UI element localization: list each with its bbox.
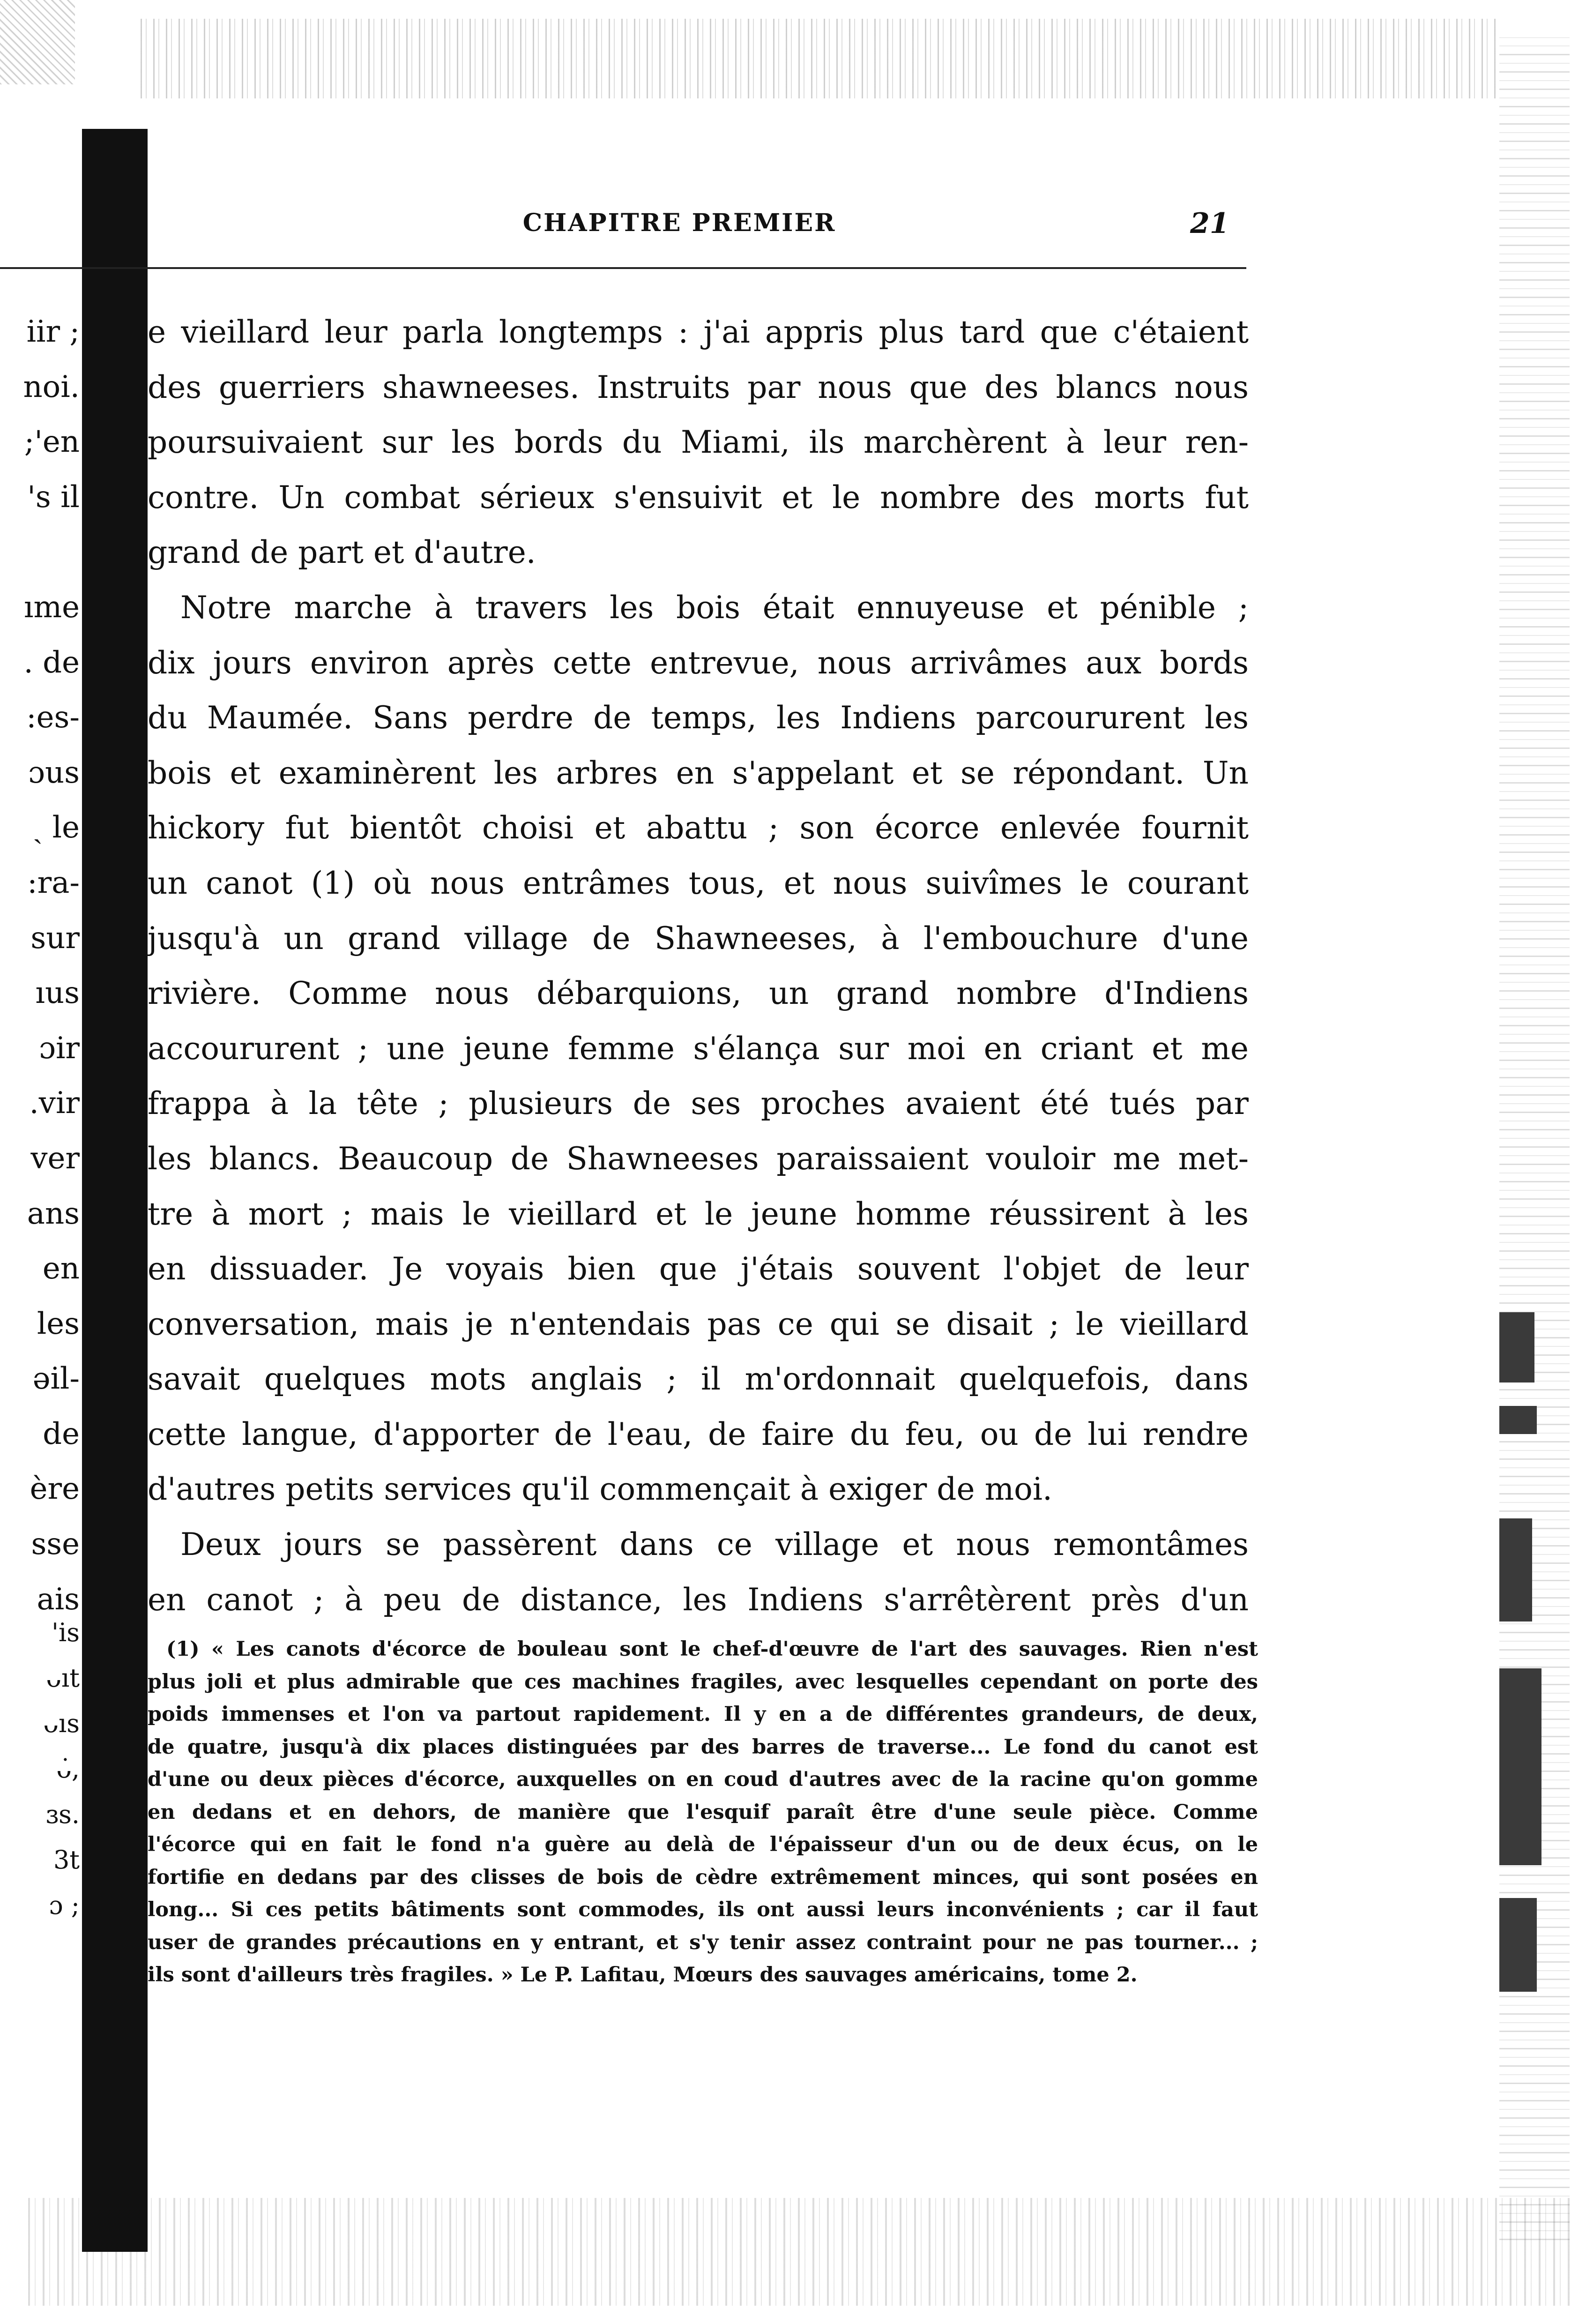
body-line: grand de part et d'autre. xyxy=(148,534,536,571)
fragment-line: ᴗıt xyxy=(46,1663,80,1693)
scan-noise-corner xyxy=(0,0,75,84)
fragment-line: . de xyxy=(23,645,80,680)
body-text xyxy=(148,305,1249,1627)
binding-shadow xyxy=(82,129,148,2252)
header-rule xyxy=(0,267,1246,269)
fragment-line: 3t xyxy=(53,1845,80,1875)
fragment-line: ɔus xyxy=(28,755,80,790)
body-line: les blancs. Beaucoup de Shawneeses paraissaient vouloir me met- xyxy=(148,1140,1249,1177)
footnote-line: l'écorce qui en fait le fond n'a guère au delà de l'épaisseur d'un ou de deux écus, on le xyxy=(148,1833,1258,1856)
fragment-line: əil- xyxy=(32,1361,80,1397)
fragment-line: :ra- xyxy=(27,865,80,900)
fragment-line: noi. xyxy=(23,369,80,404)
body-line: des guerriers shawneeses. Instruits par nous que des blancs nous xyxy=(148,369,1249,405)
fragment-line: .vir xyxy=(29,1086,80,1121)
footnote-line: plus joli et plus admirable que ces machines fragiles, avec lesquelles cependant on porte des xyxy=(148,1670,1258,1694)
left-page-fragment xyxy=(0,305,80,1627)
body-line: cette langue, d'apporter de l'eau, de faire du feu, ou de lui rendre xyxy=(148,1416,1249,1452)
body-line: hickory fut bientôt choisi et abattu ; son écorce enlevée fournit xyxy=(148,810,1249,846)
body-line: en dissuader. Je voyais bien que j'étais souvent l'objet de leur xyxy=(148,1251,1249,1287)
fragment-line: ɔ ; xyxy=(49,1891,80,1920)
body-line: tre à mort ; mais le vieillard et le jeune homme réussirent à les xyxy=(148,1196,1249,1232)
fragment-line: ˏ le xyxy=(33,810,80,845)
scan-mark xyxy=(1499,1406,1537,1434)
scan-mark xyxy=(1499,1518,1532,1622)
body-line: un canot (1) où nous entrâmes tous, et nous suivîmes le courant xyxy=(148,865,1249,901)
scan-mark xyxy=(1499,1898,1537,1992)
fragment-line: ans xyxy=(27,1196,80,1231)
fragment-line: iir ; xyxy=(26,314,80,349)
fragment-line: :es- xyxy=(26,700,80,735)
footnote-line: en dedans et en dehors, de manière que l'esquif paraît être d'une seule pièce. Comme xyxy=(148,1800,1258,1824)
fragment-line: sur xyxy=(30,920,80,956)
body-line: accoururent ; une jeune femme s'élança sur moi en criant et me xyxy=(148,1030,1249,1067)
fragment-line: ;'en xyxy=(24,425,80,460)
footnote-line: poids immenses et l'on va partout rapidement. Il y en a de différentes grandeurs, de deux, xyxy=(148,1703,1258,1726)
fragment-line: ıus xyxy=(35,976,80,1011)
body-line: conversation, mais je n'entendais pas ce qui se disait ; le vieillard xyxy=(148,1306,1249,1342)
body-line: bois et examinèrent les arbres en s'appelant et se répondant. Un xyxy=(148,755,1249,791)
body-line: contre. Un combat sérieux s'ensuivit et le nombre des morts fut xyxy=(148,479,1249,516)
running-title: CHAPITRE PREMIER xyxy=(522,209,836,237)
fragment-line: ver xyxy=(30,1141,80,1176)
page-number: 21 xyxy=(1190,207,1229,240)
body-line: rivière. Comme nous débarquions, un grand nombre d'Indiens xyxy=(148,975,1249,1012)
fragment-line: ère xyxy=(30,1472,80,1507)
fragment-line xyxy=(0,525,80,580)
scan-noise-top xyxy=(141,19,1499,98)
body-line: en canot ; à peu de distance, les Indiens s'arrêtèrent près d'un xyxy=(148,1581,1249,1618)
body-line: Deux jours se passèrent dans ce village et nous remontâmes xyxy=(180,1526,1249,1563)
fragment-line: ıme xyxy=(23,590,80,625)
scan-mark xyxy=(1499,1668,1541,1865)
fragment-line: en xyxy=(42,1251,80,1286)
fragment-line: les xyxy=(37,1306,80,1341)
body-line: frappa à la tête ; plusieurs de ses proches avaient été tués par xyxy=(148,1085,1249,1122)
fragment-line: ᴗ̇, xyxy=(56,1754,80,1784)
fragment-line: ɜs. xyxy=(45,1800,80,1829)
fragment-line: 'is xyxy=(52,1618,80,1647)
footnote-line: d'une ou deux pièces d'écorce, auxquelles on en coud d'autres avec de la racine qu'on gomme xyxy=(148,1768,1258,1791)
fragment-line: sse xyxy=(31,1527,80,1562)
footnote-line: user de grandes précautions en y entrant, et s'y tenir assez contraint pour ne pas tourner... ; xyxy=(148,1930,1258,1954)
fragment-line: ᴗıs xyxy=(43,1709,80,1738)
footnote-line: de quatre, jusqu'à dix places distinguées par des barres de traverse... Le fond du canot est xyxy=(148,1735,1258,1759)
fragment-line: ɔir xyxy=(39,1031,80,1066)
body-line: du Maumée. Sans perdre de temps, les Indiens parcoururent les xyxy=(148,700,1249,736)
body-line: Notre marche à travers les bois était ennuyeuse et pénible ; xyxy=(180,589,1249,626)
body-line: e vieillard leur parla longtemps : j'ai appris plus tard que c'étaient xyxy=(148,314,1249,350)
body-line: savait quelques mots anglais ; il m'ordonnait quelquefois, dans xyxy=(148,1361,1249,1397)
fragment-line: de xyxy=(43,1416,80,1451)
footnote-line: fortifie en dedans par des clisses de bois de cèdre extrêmement minces, qui sont posées en xyxy=(148,1865,1258,1889)
footnote xyxy=(148,1633,1258,1992)
scan-mark xyxy=(1499,1312,1534,1382)
body-line: jusqu'à un grand village de Shawneeses, à l'embouchure d'une xyxy=(148,920,1249,957)
left-page-fragment-lower xyxy=(0,1610,80,1928)
footnote-line: (1) « Les canots d'écorce de bouleau sont le chef-d'œuvre de l'art des sauvages. Rien n'est xyxy=(166,1637,1258,1661)
body-line: poursuivaient sur les bords du Miami, ils marchèrent à leur ren- xyxy=(148,424,1249,461)
footnote-line: ils sont d'ailleurs très fragiles. » Le P. Lafitau, Mœurs des sauvages américains, tome 2. xyxy=(148,1963,1138,1987)
fragment-line: ais xyxy=(37,1582,80,1617)
body-line: dix jours environ après cette entrevue, nous arrivâmes aux bords xyxy=(148,644,1249,681)
fragment-line: 's il xyxy=(27,479,80,515)
footnote-line: long... Si ces petits bâtiments sont commodes, ils ont aussi leurs inconvénients ; car il faut xyxy=(148,1898,1258,1921)
scan-noise-bottom xyxy=(28,2198,1574,2306)
body-line: d'autres petits services qu'il commençait à exiger de moi. xyxy=(148,1471,1052,1508)
